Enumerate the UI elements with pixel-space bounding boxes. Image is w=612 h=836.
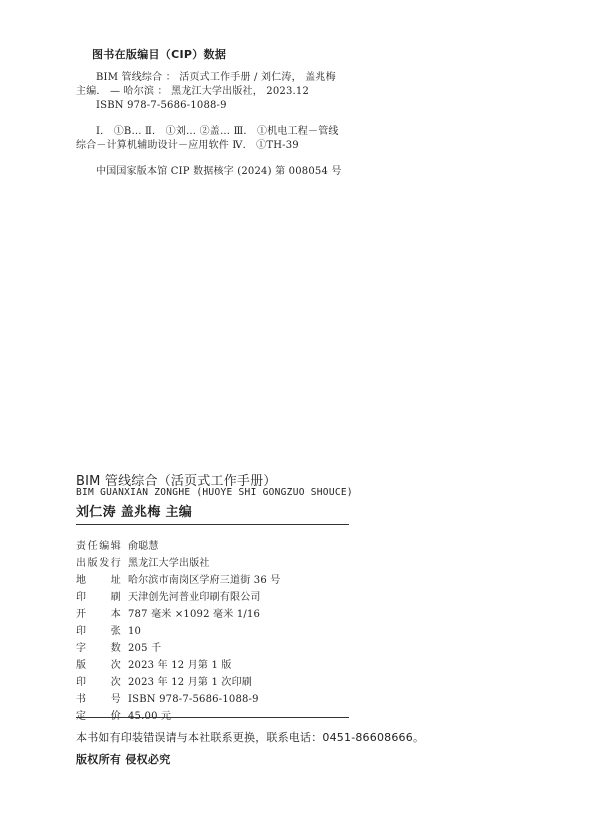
colophon-table <box>76 538 280 725</box>
colophon-row <box>76 572 280 589</box>
colophon-value: ISBN 978-7-5686-1088-9 <box>128 694 259 705</box>
colophon-label: 开 本 <box>76 609 121 620</box>
top-divider <box>76 524 349 525</box>
colophon-row <box>76 640 280 657</box>
cip-subject-line: 综合－计算机辅助设计－应用软件 Ⅳ． ①TH-39 <box>76 140 299 151</box>
colophon-value: 黑龙江大学出版社 <box>128 558 210 569</box>
cip-record-line: BIM 管线综合 ： 活页式工作手册 / 刘仁涛， 盖兆梅 <box>96 72 336 83</box>
colophon-label: 书 号 <box>76 694 121 705</box>
cip-subject-line: Ⅰ． ①B… Ⅱ． ①刘… ②盖… Ⅲ． ①机电工程－管线 <box>96 126 339 137</box>
book-authors: 刘仁涛 盖兆梅 主编 <box>76 505 193 520</box>
cip-record-line: 主编． — 哈尔滨 ： 黑龙江大学出版社， 2023.12 <box>76 86 310 97</box>
colophon-value: 哈尔滨市南岗区学府三道街 36 号 <box>128 575 281 586</box>
colophon-label: 字 数 <box>76 643 121 654</box>
colophon-label: 定 价 <box>76 711 121 722</box>
colophon-label: 地 址 <box>76 575 121 586</box>
colophon-row <box>76 657 280 674</box>
colophon-label: 印 刷 <box>76 592 121 603</box>
colophon-value: 2023 年 12 月第 1 次印刷 <box>128 677 253 688</box>
colophon-label: 印 张 <box>76 626 121 637</box>
colophon-row <box>76 674 280 691</box>
colophon-label: 责 任 编 辑 <box>76 541 121 552</box>
book-title: BIM 管线综合（活页式工作手册） <box>76 474 277 489</box>
colophon-row <box>76 691 280 708</box>
colophon-label: 印 次 <box>76 677 121 688</box>
colophon-row <box>76 589 280 606</box>
colophon-row <box>76 538 280 555</box>
colophon-value: 45.00 元 <box>128 711 172 722</box>
cip-heading: 图书在版编目（CIP）数据 <box>92 48 227 61</box>
colophon-value: 10 <box>128 626 142 637</box>
copyright-notice: 版权所有 侵权必究 <box>76 753 171 766</box>
colophon-row <box>76 555 280 572</box>
cip-verification-number: 中国国家版本馆 CIP 数据核字 (2024) 第 008054 号 <box>96 166 342 177</box>
cip-isbn-line: ISBN 978-7-5686-1088-9 <box>96 100 227 111</box>
colophon-value: 787 毫米 ×1092 毫米 1/16 <box>128 609 261 620</box>
colophon-value: 天津创先河普业印刷有限公司 <box>128 592 261 603</box>
book-title-pinyin: BIM GUANXIAN ZONGHE (HUOYE SHI GONGZUO SHOUCE) <box>76 487 353 498</box>
colophon-value: 205 千 <box>128 643 162 654</box>
colophon-label: 版 次 <box>76 660 121 671</box>
bottom-divider <box>76 717 349 718</box>
colophon-row <box>76 623 280 640</box>
replacement-notice: 本书如有印装错误请与本社联系更换，联系电话：0451-86608666。 <box>76 731 425 744</box>
colophon-row <box>76 606 280 623</box>
colophon-value: 俞聪慧 <box>128 541 159 552</box>
colophon-label: 出 版 发 行 <box>76 558 121 569</box>
colophon-value: 2023 年 12 月第 1 版 <box>128 660 232 671</box>
